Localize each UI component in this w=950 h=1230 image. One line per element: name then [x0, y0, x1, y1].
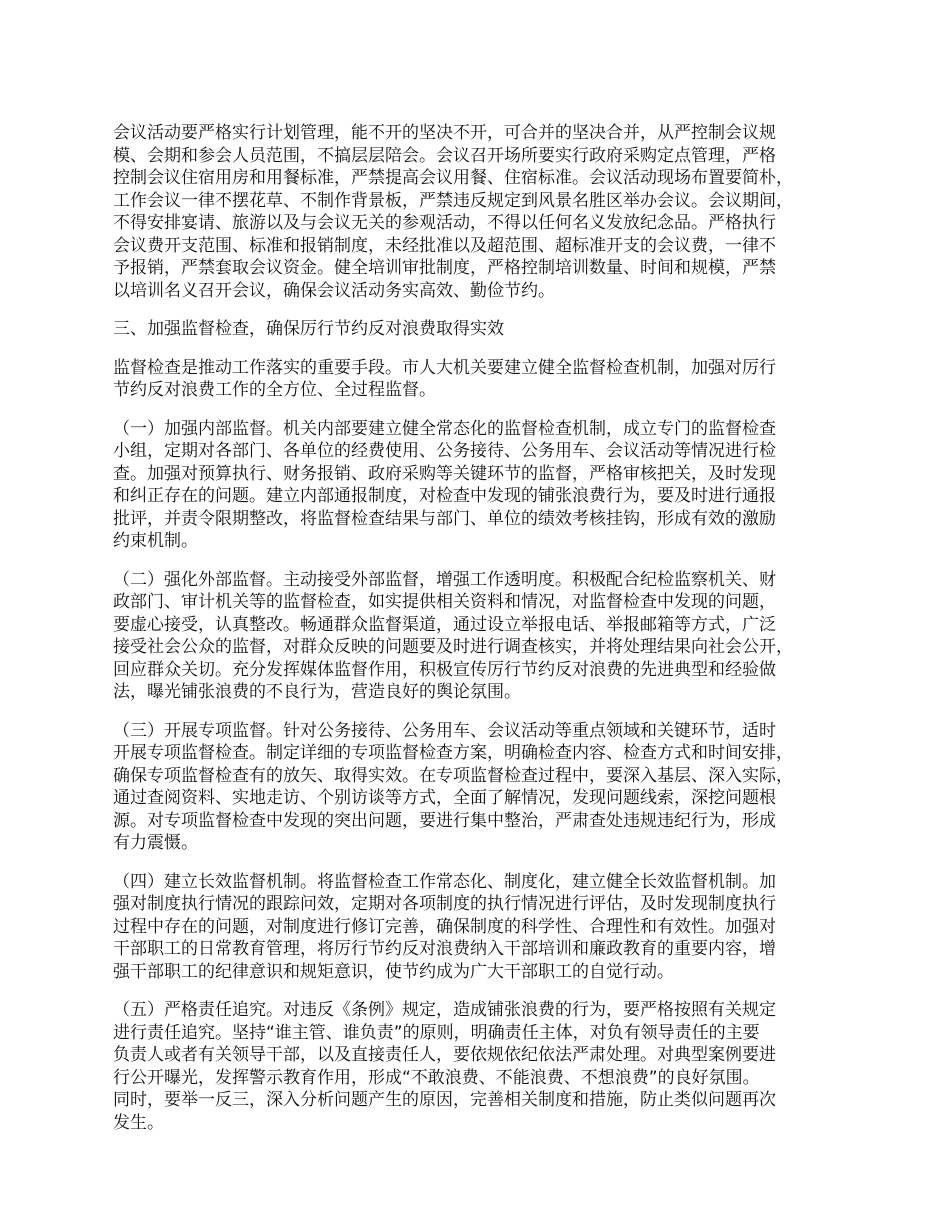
text-line: 有力震慑。	[113, 833, 198, 853]
text-line: 节约反对浪费工作的全方位、全过程监督。	[113, 380, 436, 400]
paragraph-meeting-management	[113, 122, 858, 302]
text-line: （一）加强内部监督。机关内部要建立健全常态化的监督检查机制，成立专门的监督检查	[113, 418, 776, 439]
text-line: 模、会期和参会人员范围，不搞层层陪会。会议召开场所要实行政府采购定点管理，严格	[113, 145, 776, 166]
paragraph-external-supervision	[113, 569, 858, 704]
text-line: 小组，定期对各部门、各单位的经费使用、公务接待、公务用车、会议活动等情况进行检	[113, 441, 776, 461]
text-line: （五）严格责任追究。对违反《条例》规定，造成铺张浪费的行为，要严格按照有关规定	[113, 1000, 776, 1020]
text-line: （二）强化外部监督。主动接受外部监督，增强工作透明度。积极配合纪检监察机关、财	[113, 569, 776, 590]
text-line: 过程中存在的问题，对制度进行修订完善，确保制度的科学性、合理性和有效性。加强对	[113, 916, 776, 937]
text-line: 接受社会公众的监督，对群众反映的问题要及时进行调查核实，并将处理结果向社会公开，	[113, 637, 793, 657]
text-line: （四）建立长效监督机制。将监督检查工作常态化、制度化，建立健全长效监督机制。加	[113, 871, 776, 892]
text-line: 行公开曝光，发挥警示教育作用，形成“不敢浪费、不能浪费、不想浪费”的良好氛围。	[113, 1067, 760, 1088]
document-page	[113, 122, 858, 1150]
text-line: 同时，要举一反三，深入分析问题产生的原因，完善相关制度和措施，防止类似问题再次	[113, 1090, 776, 1110]
paragraph-long-term-mechanism	[113, 871, 858, 984]
text-line: 发生。	[113, 1112, 164, 1133]
text-line: 开展专项监督检查。制定详细的专项监督检查方案，明确检查内容、检查方式和时间安排，	[113, 743, 793, 763]
text-line: 政部门、审计机关等的监督检查，如实提供相关资料和情况，对监督检查中发现的问题，	[113, 592, 776, 612]
section-heading	[113, 318, 858, 341]
text-line: 法，曝光铺张浪费的不良行为，营造良好的舆论氛围。	[113, 682, 521, 702]
text-line: 要虚心接受，认真整改。畅通群众监督渠道，通过设立举报电话、举报邮箱等方式，广泛	[113, 614, 776, 635]
text-line: 负责人或者有关领导干部，以及直接责任人，要依规依纪依法严肃处理。对典型案例要进	[113, 1045, 776, 1065]
text-line: 干部职工的日常教育管理，将厉行节约反对浪费纳入干部培训和廉政教育的重要内容，增	[113, 939, 776, 959]
text-line: 约束机制。	[113, 531, 198, 551]
text-line: 不得安排宴请、旅游以及与会议无关的参观活动，不得以任何名义发放纪念品。严格执行	[113, 213, 776, 233]
text-line: 强对制度执行情况的跟踪问效，定期对各项制度的执行情况进行评估，及时发现制度执行	[113, 894, 776, 914]
text-line: 监督检查是推动工作落实的重要手段。市人大机关要建立健全监督检查机制，加强对厉行	[113, 357, 776, 378]
text-line: 确保专项监督检查有的放矢、取得实效。在专项监督检查过程中，要深入基层、深入实际，	[113, 765, 793, 786]
text-line: 会议活动要严格实行计划管理，能不开的坚决不开，可合并的坚决合并，从严控制会议规	[113, 123, 776, 143]
text-line: 控制会议住宿用房和用餐标准，严禁提高会议用餐、住宿标准。会议活动现场布置要简朴，	[113, 168, 793, 188]
text-line: 予报销，严禁套取会议资金。健全培训审批制度，严格控制培训数量、时间和规模，严禁	[113, 258, 776, 278]
paragraph-internal-supervision	[113, 418, 858, 553]
paragraph-supervision-intro	[113, 357, 858, 402]
paragraph-accountability	[113, 999, 858, 1134]
text-line: 和纠正存在的问题。建立内部通报制度，对检查中发现的铺张浪费行为，要及时进行通报	[113, 486, 776, 506]
text-line: 强干部职工的纪律意识和规矩意识，使节约成为广大干部职工的自觉行动。	[113, 961, 674, 982]
text-line: 进行责任追究。坚持“谁主管、谁负责”的原则，明确责任主体，对负有领导责任的主要	[113, 1022, 760, 1043]
text-line: 查。加强对预算执行、财务报销、政府采购等关键环节的监督，严格审核把关，及时发现	[113, 463, 776, 484]
text-line: （三）开展专项监督。针对公务接待、公务用车、会议活动等重点领域和关键环节，适时	[113, 720, 776, 741]
heading-line: 三、加强监督检查，确保厉行节约反对浪费取得实效	[113, 319, 504, 339]
text-line: 工作会议一律不摆花草、不制作背景板，严禁违反规定到风景名胜区举办会议。会议期间，	[113, 190, 793, 211]
text-line: 会议费开支范围、标准和报销制度，未经批准以及超范围、超标准开支的会议费，一律不	[113, 235, 776, 256]
text-line: 通过查阅资料、实地走访、个别访谈等方式，全面了解情况，发现问题线索，深挖问题根	[113, 788, 776, 808]
paragraph-special-supervision	[113, 720, 858, 855]
text-line: 批评，并责令限期整改，将监督检查结果与部门、单位的绩效考核挂钩，形成有效的激励	[113, 508, 776, 529]
text-line: 源。对专项监督检查中发现的突出问题，要进行集中整治，严肃查处违规违纪行为，形成	[113, 810, 776, 831]
text-line: 以培训名义召开会议，确保会议活动务实高效、勤俭节约。	[113, 280, 555, 301]
text-line: 回应群众关切。充分发挥媒体监督作用，积极宣传厉行节约反对浪费的先进典型和经验做	[113, 659, 776, 680]
